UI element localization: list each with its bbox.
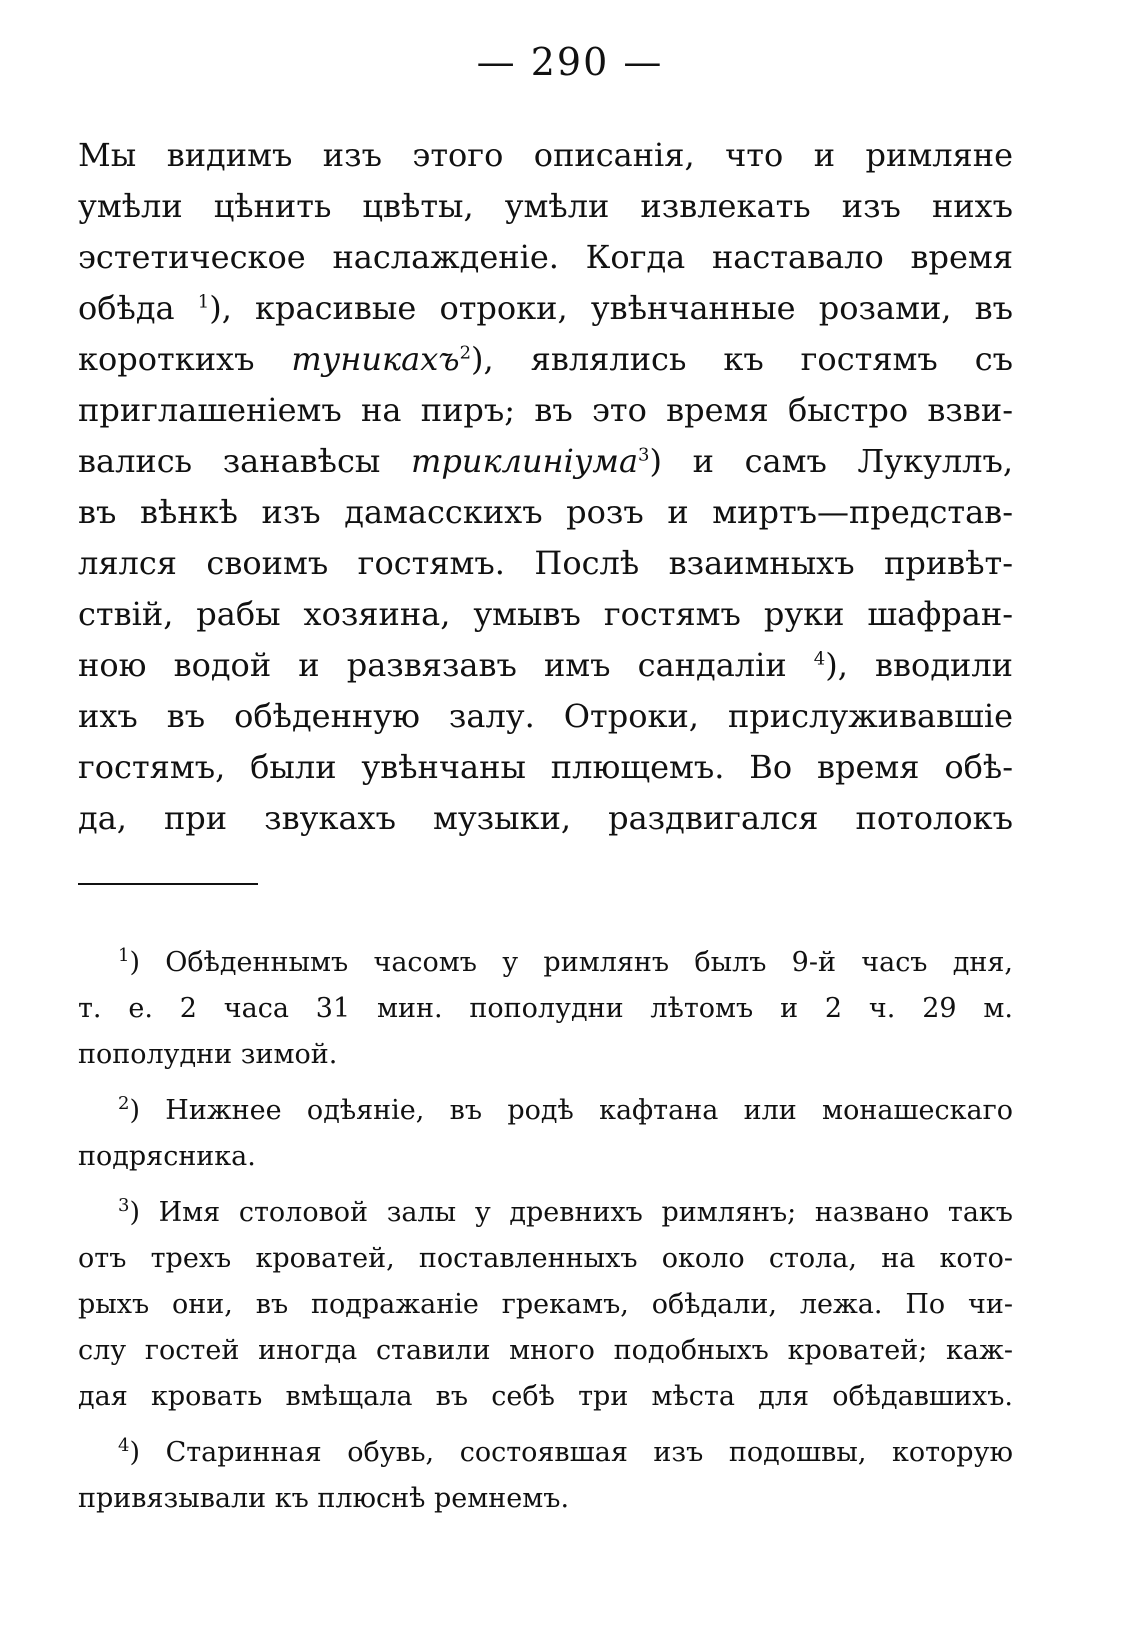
footnote-text: ) Нижнее одѣяніе, въ родѣ кафтана или монашескаго [129, 1095, 1013, 1126]
footnote [78, 1088, 1013, 1180]
footnote-line [78, 1430, 1013, 1476]
footnote [78, 1430, 1013, 1522]
footnote [78, 940, 1013, 1078]
footnote-ref: 2 [459, 342, 472, 364]
text-line [78, 283, 1013, 334]
footnote-text: ) Имя столовой залы у древнихъ римлянъ; названо такъ [129, 1197, 1013, 1228]
text-segment: ), являлись къ гостямъ съ [471, 340, 1013, 378]
italic-term: триклиніума [411, 442, 639, 480]
text-line [78, 436, 1013, 487]
footnote-line [78, 1190, 1013, 1236]
footnote-ref: 1 [197, 291, 210, 313]
footnote-divider [78, 883, 258, 885]
text-segment: короткихъ [78, 340, 292, 378]
text-line: приглашеніемъ на пиръ; въ это время быстро взви- [78, 391, 1013, 429]
text-line: Мы видимъ изъ этого описанія, что и римляне [78, 136, 1013, 174]
footnote-marker: 2 [118, 1093, 130, 1114]
text-line: да, при звукахъ музыки, раздвигался потолокъ [78, 799, 1013, 837]
footnote-line: привязывали къ плюснѣ ремнемъ. [78, 1483, 570, 1514]
footnote-marker: 4 [118, 1435, 130, 1456]
footnote-line: пополудни зимой. [78, 1039, 338, 1070]
text-line: въ вѣнкѣ изъ дамасскихъ розъ и миртъ—представ- [78, 493, 1013, 531]
footnote-marker: 3 [118, 1195, 130, 1216]
footnote-marker: 1 [118, 945, 130, 966]
italic-term: туникахъ [291, 340, 460, 378]
footnote-line [78, 1088, 1013, 1134]
footnote-line: рыхъ они, въ подражаніе грекамъ, обѣдали, лежа. По чи- [78, 1289, 1013, 1320]
footnote-line: т. е. 2 часа 31 мин. пополудни лѣтомъ и 2 ч. 29 м. [78, 993, 1013, 1024]
page-number: — 290 — [476, 40, 664, 84]
main-text [78, 130, 1013, 844]
text-line: ствій, рабы хозяина, умывъ гостямъ руки шафран- [78, 595, 1013, 633]
text-segment: ною водой и развязавъ имъ сандаліи [78, 646, 814, 684]
footnote-ref: 3 [638, 444, 650, 466]
text-line: лялся своимъ гостямъ. Послѣ взаимныхъ привѣт- [78, 544, 1013, 582]
text-line: умѣли цѣнить цвѣты, умѣли извлекать изъ нихъ [78, 187, 1013, 225]
footnote-line: отъ трехъ кроватей, поставленныхъ около стола, на кото- [78, 1243, 1013, 1274]
text-line: гостямъ, были увѣнчаны плющемъ. Во время обѣ- [78, 748, 1013, 786]
text-line: ихъ въ обѣденную залу. Отроки, прислуживавшіе [78, 697, 1013, 735]
footnote-line [78, 940, 1013, 986]
text-segment: ), красивые отроки, увѣнчанные розами, въ [209, 289, 1013, 327]
text-segment: обѣда [78, 289, 198, 327]
footnote-line: подрясника. [78, 1141, 256, 1172]
footnotes [78, 940, 1013, 1522]
footnote-text: ) Старинная обувь, состоявшая изъ подошвы, которую [129, 1437, 1013, 1468]
footnote-line: дая кровать вмѣщала въ себѣ три мѣста для обѣдавшихъ. [78, 1381, 1013, 1412]
footnote-line: слу гостей иногда ставили много подобныхъ кроватей; каж- [78, 1335, 1013, 1366]
text-segment: ) и самъ Лукуллъ, [649, 442, 1013, 480]
text-segment: вались занавѣсы [78, 442, 412, 480]
text-line [78, 640, 1013, 691]
footnote-ref: 4 [813, 648, 826, 670]
text-line [78, 334, 1013, 385]
footnote [78, 1190, 1013, 1420]
text-segment: ), вводили [825, 646, 1013, 684]
footnote-text: ) Обѣденнымъ часомъ у римлянъ былъ 9-й часъ дня, [129, 947, 1013, 978]
text-line: эстетическое наслажденіе. Когда наставало время [78, 238, 1013, 276]
